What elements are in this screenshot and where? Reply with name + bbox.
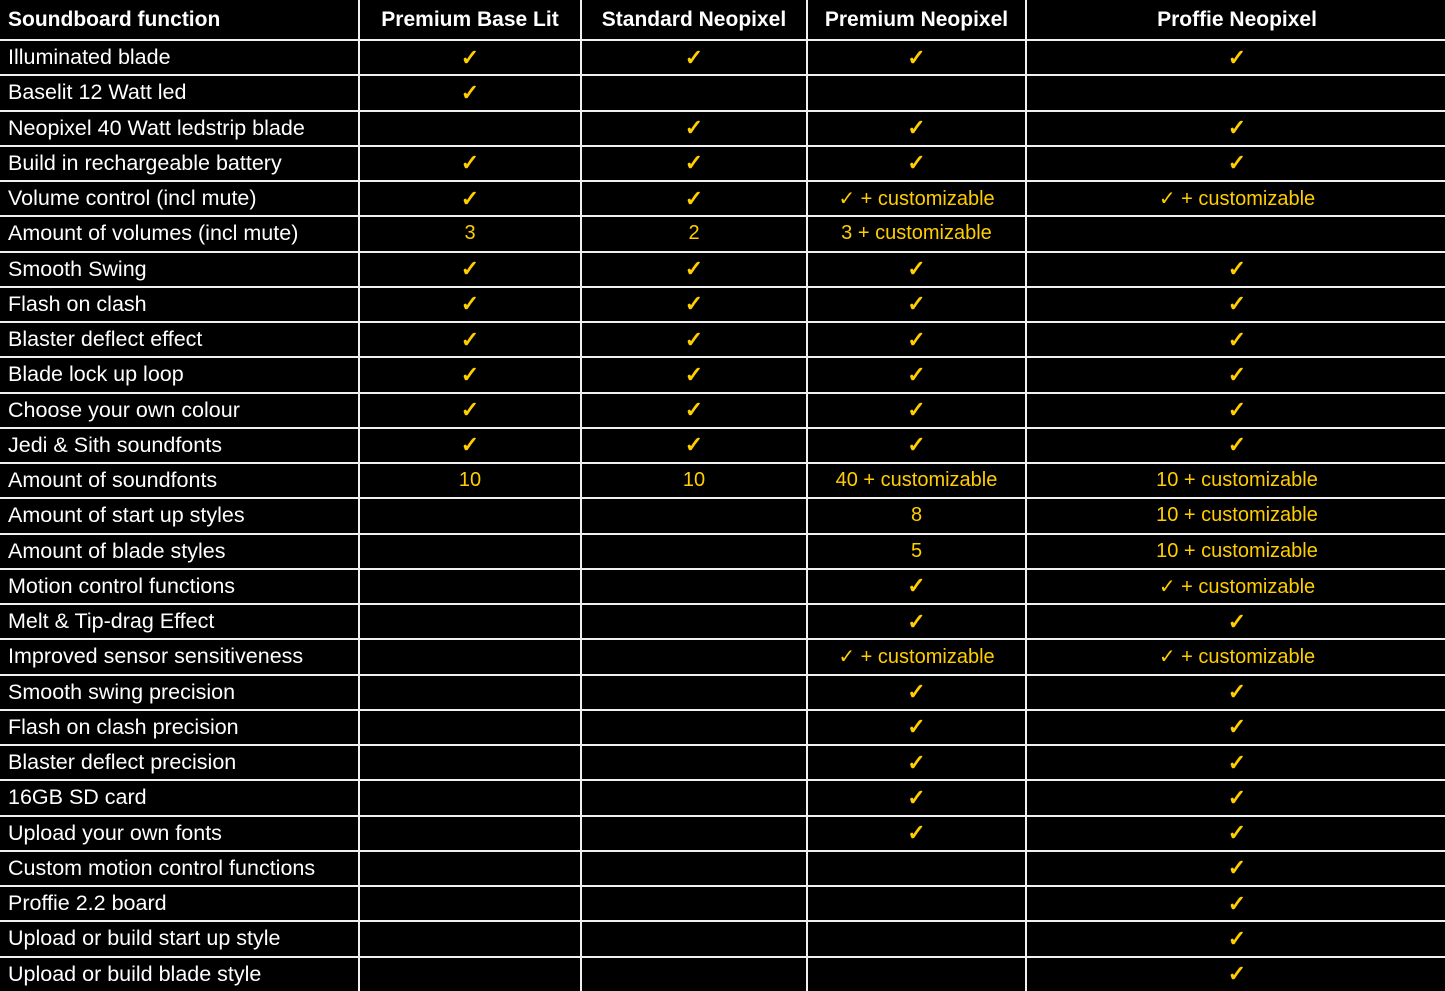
empty-cell [359, 851, 581, 886]
value-cell: 8 [807, 498, 1026, 533]
check-icon: ✓ [807, 780, 1026, 815]
value-cell: ✓ + customizable [1026, 569, 1445, 604]
check-icon: ✓ [807, 604, 1026, 639]
check-icon: ✓ [359, 252, 581, 287]
feature-cell: Flash on clash precision [0, 710, 359, 745]
value-cell: 2 [581, 216, 807, 251]
check-icon: ✓ [1026, 780, 1445, 815]
empty-cell [359, 534, 581, 569]
table-row [0, 75, 1445, 110]
feature-cell: Improved sensor sensitiveness [0, 639, 359, 674]
check-icon: ✓ [807, 322, 1026, 357]
value-cell: 3 + customizable [807, 216, 1026, 251]
empty-cell [1026, 75, 1445, 110]
value-cell: 40 + customizable [807, 463, 1026, 498]
empty-cell [581, 816, 807, 851]
check-icon: ✓ [1026, 111, 1445, 146]
table-row [0, 357, 1445, 392]
check-icon: ✓ [581, 393, 807, 428]
table-row [0, 287, 1445, 322]
feature-cell: Amount of volumes (incl mute) [0, 216, 359, 251]
empty-cell [807, 957, 1026, 991]
feature-cell: Amount of start up styles [0, 498, 359, 533]
check-icon: ✓ [1026, 675, 1445, 710]
empty-cell [359, 498, 581, 533]
column-header-proffie-neopixel: Proffie Neopixel [1026, 0, 1445, 40]
value-cell: ✓ + customizable [1026, 181, 1445, 216]
empty-cell [359, 780, 581, 815]
feature-cell: Upload or build blade style [0, 957, 359, 991]
check-icon: ✓ [581, 322, 807, 357]
empty-cell [581, 534, 807, 569]
check-icon: ✓ [807, 287, 1026, 322]
check-icon: ✓ [807, 146, 1026, 181]
check-icon: ✓ [1026, 146, 1445, 181]
empty-cell [359, 639, 581, 674]
check-icon: ✓ [1026, 851, 1445, 886]
check-icon: ✓ [1026, 604, 1445, 639]
empty-cell [807, 75, 1026, 110]
check-icon: ✓ [807, 745, 1026, 780]
header-row [0, 0, 1445, 40]
empty-cell [581, 639, 807, 674]
table-row [0, 745, 1445, 780]
feature-cell: Amount of blade styles [0, 534, 359, 569]
column-header-premium-neopixel: Premium Neopixel [807, 0, 1026, 40]
check-icon: ✓ [807, 357, 1026, 392]
empty-cell [359, 111, 581, 146]
table-row [0, 604, 1445, 639]
check-icon: ✓ [1026, 745, 1445, 780]
table-row [0, 146, 1445, 181]
check-icon: ✓ [581, 40, 807, 75]
table-row [0, 463, 1445, 498]
table-row [0, 498, 1445, 533]
feature-cell: Custom motion control functions [0, 851, 359, 886]
check-icon: ✓ [359, 75, 581, 110]
empty-cell [359, 921, 581, 956]
table-row [0, 534, 1445, 569]
value-cell: ✓ + customizable [1026, 639, 1445, 674]
feature-cell: Upload your own fonts [0, 816, 359, 851]
feature-cell: Blade lock up loop [0, 357, 359, 392]
check-icon: ✓ [359, 428, 581, 463]
check-icon: ✓ [1026, 816, 1445, 851]
value-cell: 10 + customizable [1026, 498, 1445, 533]
check-icon: ✓ [1026, 428, 1445, 463]
feature-cell: Choose your own colour [0, 393, 359, 428]
table-row [0, 851, 1445, 886]
empty-cell [581, 675, 807, 710]
check-icon: ✓ [1026, 710, 1445, 745]
feature-cell: Proffie 2.2 board [0, 886, 359, 921]
table-row [0, 40, 1445, 75]
check-icon: ✓ [1026, 921, 1445, 956]
empty-cell [359, 816, 581, 851]
empty-cell [807, 886, 1026, 921]
check-icon: ✓ [359, 322, 581, 357]
check-icon: ✓ [1026, 357, 1445, 392]
table-row [0, 816, 1445, 851]
check-icon: ✓ [807, 816, 1026, 851]
empty-cell [581, 745, 807, 780]
feature-cell: Motion control functions [0, 569, 359, 604]
column-header-soundboard-function: Soundboard function [0, 0, 359, 40]
empty-cell [581, 921, 807, 956]
feature-cell: Flash on clash [0, 287, 359, 322]
empty-cell [359, 886, 581, 921]
feature-cell: Build in rechargeable battery [0, 146, 359, 181]
check-icon: ✓ [581, 146, 807, 181]
check-icon: ✓ [581, 287, 807, 322]
empty-cell [581, 604, 807, 639]
empty-cell [359, 604, 581, 639]
empty-cell [581, 710, 807, 745]
table-row [0, 216, 1445, 251]
value-cell: 3 [359, 216, 581, 251]
check-icon: ✓ [359, 181, 581, 216]
check-icon: ✓ [359, 393, 581, 428]
value-cell: ✓ + customizable [807, 639, 1026, 674]
column-header-premium-base-lit: Premium Base Lit [359, 0, 581, 40]
empty-cell [359, 675, 581, 710]
table-row [0, 639, 1445, 674]
value-cell: ✓ + customizable [807, 181, 1026, 216]
check-icon: ✓ [581, 428, 807, 463]
column-header-standard-neopixel: Standard Neopixel [581, 0, 807, 40]
empty-cell [807, 851, 1026, 886]
check-icon: ✓ [807, 428, 1026, 463]
check-icon: ✓ [1026, 287, 1445, 322]
check-icon: ✓ [581, 357, 807, 392]
value-cell: 5 [807, 534, 1026, 569]
feature-cell: Upload or build start up style [0, 921, 359, 956]
check-icon: ✓ [581, 111, 807, 146]
empty-cell [359, 569, 581, 604]
feature-cell: 16GB SD card [0, 780, 359, 815]
check-icon: ✓ [1026, 252, 1445, 287]
value-cell: 10 [581, 463, 807, 498]
table-row [0, 428, 1445, 463]
empty-cell [581, 569, 807, 604]
feature-cell: Blaster deflect precision [0, 745, 359, 780]
table-row [0, 322, 1445, 357]
check-icon: ✓ [581, 252, 807, 287]
table-row [0, 569, 1445, 604]
value-cell: 10 + customizable [1026, 534, 1445, 569]
feature-cell: Volume control (incl mute) [0, 181, 359, 216]
feature-cell: Blaster deflect effect [0, 322, 359, 357]
table-body [0, 40, 1445, 991]
feature-cell: Illuminated blade [0, 40, 359, 75]
table-row [0, 252, 1445, 287]
empty-cell [581, 780, 807, 815]
check-icon: ✓ [1026, 40, 1445, 75]
empty-cell [359, 957, 581, 991]
feature-cell: Amount of soundfonts [0, 463, 359, 498]
table-row [0, 921, 1445, 956]
empty-cell [359, 710, 581, 745]
table-row [0, 957, 1445, 991]
empty-cell [581, 75, 807, 110]
empty-cell [1026, 216, 1445, 251]
check-icon: ✓ [807, 111, 1026, 146]
feature-cell: Neopixel 40 Watt ledstrip blade [0, 111, 359, 146]
check-icon: ✓ [807, 393, 1026, 428]
check-icon: ✓ [359, 287, 581, 322]
value-cell: 10 + customizable [1026, 463, 1445, 498]
check-icon: ✓ [807, 675, 1026, 710]
check-icon: ✓ [1026, 957, 1445, 991]
check-icon: ✓ [359, 146, 581, 181]
empty-cell [581, 498, 807, 533]
table-row [0, 393, 1445, 428]
check-icon: ✓ [807, 569, 1026, 604]
check-icon: ✓ [807, 40, 1026, 75]
feature-cell: Baselit 12 Watt led [0, 75, 359, 110]
empty-cell [581, 886, 807, 921]
feature-cell: Smooth Swing [0, 252, 359, 287]
check-icon: ✓ [807, 252, 1026, 287]
table-row [0, 181, 1445, 216]
check-icon: ✓ [581, 181, 807, 216]
check-icon: ✓ [359, 40, 581, 75]
feature-cell: Jedi & Sith soundfonts [0, 428, 359, 463]
feature-cell: Melt & Tip-drag Effect [0, 604, 359, 639]
check-icon: ✓ [1026, 393, 1445, 428]
feature-cell: Smooth swing precision [0, 675, 359, 710]
table-row [0, 780, 1445, 815]
table-row [0, 675, 1445, 710]
table-row [0, 111, 1445, 146]
check-icon: ✓ [1026, 886, 1445, 921]
empty-cell [581, 851, 807, 886]
empty-cell [807, 921, 1026, 956]
table-row [0, 886, 1445, 921]
check-icon: ✓ [359, 357, 581, 392]
check-icon: ✓ [807, 710, 1026, 745]
table-header [0, 0, 1445, 40]
empty-cell [581, 957, 807, 991]
check-icon: ✓ [1026, 322, 1445, 357]
value-cell: 10 [359, 463, 581, 498]
empty-cell [359, 745, 581, 780]
table-row [0, 710, 1445, 745]
